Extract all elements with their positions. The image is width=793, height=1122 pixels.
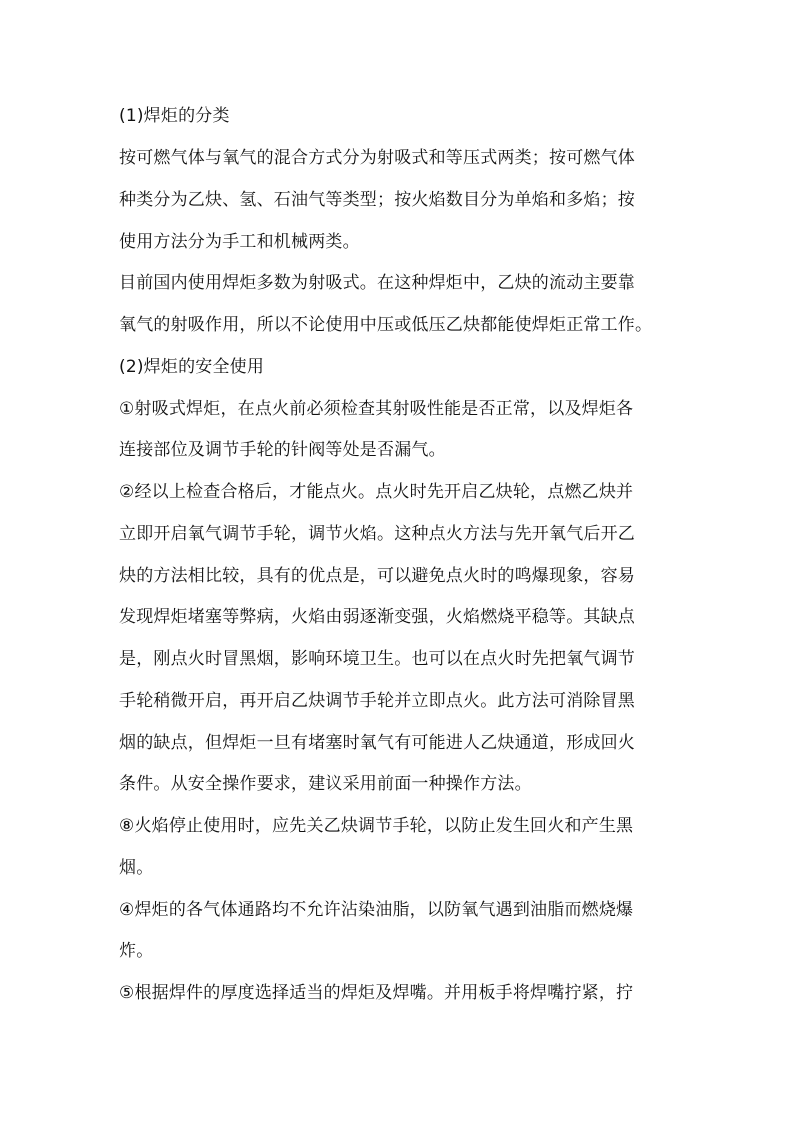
paragraph-line: 炔的方法相比较，具有的优点是，可以避免点火时的鸣爆现象，容易: [119, 566, 635, 586]
paragraph-line: 种类分为乙炔、氢、石油气等类型；按火焰数目分为单焰和多焰；按: [119, 190, 635, 210]
paragraph-line: ①射吸式焊炬，在点火前必须检查其射吸性能是否正常，以及焊炬各: [119, 399, 634, 419]
paragraph-line: 立即开启氧气调节手轮，调节火焰。这种点火方法与先开氧气后开乙: [119, 524, 635, 544]
paragraph-line: 使用方法分为手工和机械两类。: [119, 232, 360, 252]
paragraph-line: 氧气的射吸作用，所以不论使用中压或低压乙炔都能使焊炬正常工作。: [119, 315, 653, 335]
paragraph-line: 是，刚点火时冒黑烟，影响环境卫生。也可以在点火时先把氧气调节: [119, 649, 635, 669]
paragraph-line: 目前国内使用焊炬多数为射吸式。在这种焊炬中，乙炔的流动主要靠: [119, 273, 635, 293]
section-heading-classification: (1)焊炬的分类: [119, 106, 230, 126]
paragraph-line: 条件。从安全操作要求，建议采用前面一种操作方法。: [119, 774, 532, 794]
paragraph-line: 烟。: [119, 858, 154, 878]
paragraph-line: 按可燃气体与氧气的混合方式分为射吸式和等压式两类；按可燃气体: [119, 148, 635, 168]
paragraph-line: ②经以上检查合格后，才能点火。点火时先开启乙炔轮，点燃乙炔并: [119, 482, 634, 502]
paragraph-line: 发现焊炬堵塞等弊病，火焰由弱逐渐变强，火焰燃烧平稳等。其缺点: [119, 607, 635, 627]
paragraph-line: ⑧火焰停止使用时，应先关乙炔调节手轮，以防止发生回火和产生黑: [119, 816, 634, 836]
paragraph-line: 连接部位及调节手轮的针阀等处是否漏气。: [119, 440, 446, 460]
paragraph-line: 炸。: [119, 941, 154, 961]
paragraph-line: ⑤根据焊件的厚度选择适当的焊炬及焊嘴。并用板手将焊嘴拧紧，拧: [119, 983, 634, 1003]
paragraph-line: 烟的缺点，但焊炬一旦有堵塞时氧气有可能进人乙炔通道，形成回火: [119, 733, 635, 753]
section-heading-safe-use: (2)焊炬的安全使用: [119, 357, 265, 377]
paragraph-line: ④焊炬的各气体通路均不允许沾染油脂，以防氧气遇到油脂而燃烧爆: [119, 900, 634, 920]
paragraph-line: 手轮稍微开启，再开启乙炔调节手轮并立即点火。此方法可消除冒黑: [119, 691, 635, 711]
